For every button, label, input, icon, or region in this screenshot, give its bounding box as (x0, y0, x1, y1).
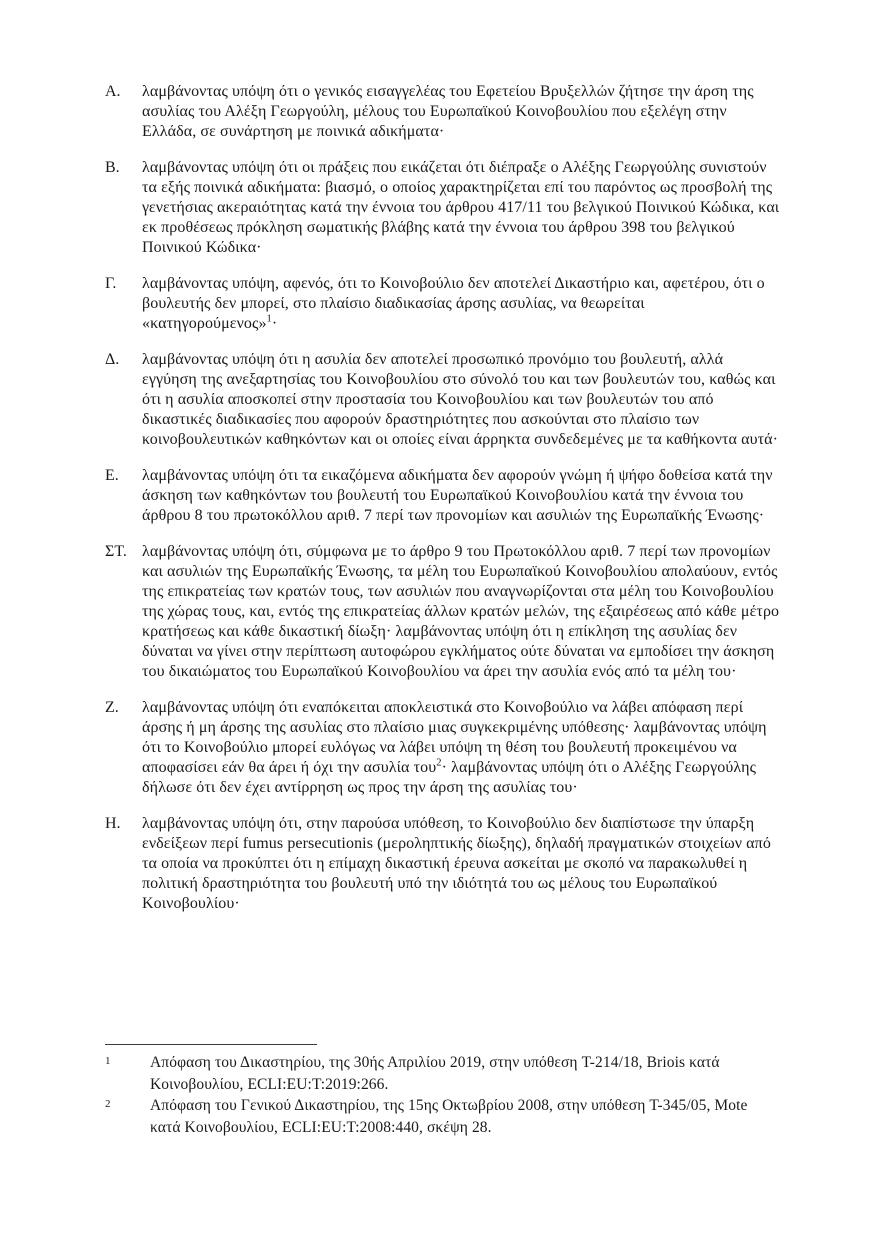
recital-text: λαμβάνοντας υπόψη ότι, σύμφωνα με το άρθρο 9 του Πρωτοκόλλου αριθ. 7 περί των προνομίων και ασυλιών της Ευρωπαϊκής Ένωσης, τα μέλη του Ευρωπαϊκού Κοινοβουλίου απολαύουν, εντός της επικρατείας των κρατών τους, των ασυλιών που αναγνωρίζονται στα μέλη του Κοινοβουλίου της χώρας τους, και, εντός της επικρατείας άλλων κρατών μελών, της εξαιρέσεως από κάθε μέτρο κρατήσεως και κάθε δικαστική δίωξη· λαμβάνοντας υπόψη ότι η επίκληση της ασυλίας δεν δύναται να γίνει στην περίπτωση αυτοφώρου εγκλήματος ούτε δύναται να εμποδίσει την άσκηση του δικαιώματος του Ευρωπαϊκού Κοινοβουλίου να άρει την ασυλία ενός από τα μέλη του· (142, 543, 780, 680)
recital-label: Γ. (105, 275, 117, 292)
recital-label: Η. (105, 815, 121, 832)
recital-label: Δ. (105, 351, 120, 368)
footnote-list (105, 1052, 781, 1138)
recital-item (105, 698, 781, 798)
recital-text: λαμβάνοντας υπόψη ότι εναπόκειται αποκλειστικά στο Κοινοβούλιο να λάβει απόφαση περί άρσης ή μη άρσης της ασυλίας στο πλαίσιο μιας συγκεκριμένης υπόθεσης· λαμβάνοντας υπόψη ότι το Κοινοβούλιο μπορεί ευλόγως να λάβει υπόψη τη θέση του βουλευτή προκειμένου να αποφασίσει εάν θα άρει ή όχι την ασυλία του$^2$· λαμβάνοντας υπόψη ότι ο Αλέξης Γεωργούλης δήλωσε ότι δεν έχει αντίρρηση ως προς την άρση της ασυλίας του· (142, 699, 767, 796)
footnote-text: Απόφαση του Δικαστηρίου, της 30ής Απριλίου 2019, στην υπόθεση T-214/18, Briois κατά Κοινοβουλίου, ECLI:EU:T:2019:266. (150, 1054, 720, 1093)
footnote-reference: 1 (266, 313, 272, 325)
recital-label: Β. (105, 159, 120, 176)
footnote-reference: 2 (436, 757, 442, 769)
recital-label: Ζ. (105, 699, 119, 716)
recital-label: Ε. (105, 467, 119, 484)
footnotes-section (105, 1044, 781, 1138)
recital-text: λαμβάνοντας υπόψη ότι ο γενικός εισαγγελέας του Εφετείου Βρυξελλών ζήτησε την άρση της ασυλίας του Αλέξη Γεωργούλη, μέλους του Ευρωπαϊκού Κοινοβουλίου που εξελέγη στην Ελλάδα, σε συνάρτηση με ποινικά αδικήματα· (142, 83, 754, 140)
footnote-separator (105, 1044, 317, 1045)
footnote-number: 1 (105, 1055, 111, 1067)
recital-text: λαμβάνοντας υπόψη ότι τα εικαζόμενα αδικήματα δεν αφορούν γνώμη ή ψήφο δοθείσα κατά την άσκηση των καθηκόντων του βουλευτή του Ευρωπαϊκού Κοινοβουλίου κατά την έννοια του άρθρου 8 του πρωτοκόλλου αριθ. 7 περί των προνομίων και ασυλιών της Ευρωπαϊκής Ένωσης· (142, 467, 773, 524)
recital-text: λαμβάνοντας υπόψη ότι, στην παρούσα υπόθεση, το Κοινοβούλιο δεν διαπίστωσε την ύπαρξη ενδείξεων περί fumus persecutionis (μεροληπτικής δίωξης), δηλαδή πραγματικών στοιχείων από τα οποία να προκύπτει ότι η επίμαχη δικαστική έρευνα ασκείται με σκοπό να παρακωλυθεί η πολιτική δραστηριότητα του βουλευτή υπό την ιδιότητά του ως μέλους του Ευρωπαϊκού Κοινοβουλίου· (142, 815, 771, 912)
recital-item (105, 82, 781, 142)
recital-item (105, 274, 781, 334)
footnote-item (105, 1052, 781, 1095)
recital-text: λαμβάνοντας υπόψη, αφενός, ότι το Κοινοβούλιο δεν αποτελεί Δικαστήριο και, αφετέρου, ότι ο βουλευτής δεν μπορεί, στο πλαίσιο διαδικασίας άρσης ασυλίας, να θεωρείται «κατηγορούμενος»$^1$· (142, 275, 765, 332)
recital-item (105, 350, 781, 450)
recital-item (105, 158, 781, 258)
recital-item (105, 814, 781, 914)
recital-text: λαμβάνοντας υπόψη ότι η ασυλία δεν αποτελεί προσωπικό προνόμιο του βουλευτή, αλλά εγγύηση της ανεξαρτησίας του Κοινοβουλίου στο σύνολό του και των βουλευτών του, καθώς και ότι η ασυλία αποσκοπεί στην προστασία του Κοινοβουλίου και των βουλευτών του από δικαστικές διαδικασίες που αφορούν δραστηριότητες που ασκούνται στο πλαίσιο των κοινοβουλευτικών καθηκόντων και οι οποίες είναι άρρηκτα συνδεδεμένες με τα καθήκοντα αυτά· (142, 351, 779, 448)
recitals-list (105, 82, 781, 930)
recital-text: λαμβάνοντας υπόψη ότι οι πράξεις που εικάζεται ότι διέπραξε ο Αλέξης Γεωργούλης συνιστούν τα εξής ποινικά αδικήματα: βιασμό, ο οποίος χαρακτηρίζεται επί του παρόντος ως προσβολή της γενετήσιας ακεραιότητας κατά την έννοια του άρθρου 417/11 του βελγικού Ποινικού Κώδικα, και εκ προθέσεως πρόκληση σωματικής βλάβης κατά την έννοια του άρθρου 398 του βελγικού Ποινικού Κώδικα· (142, 159, 780, 256)
recital-label: ΣΤ. (105, 543, 127, 560)
footnote-text: Απόφαση του Γενικού Δικαστηρίου, της 15ης Οκτωβρίου 2008, στην υπόθεση T-345/05, Mote κατά Κοινοβουλίου, ECLI:EU:T:2008:440, σκέψη 28. (150, 1097, 748, 1136)
recital-item (105, 542, 781, 682)
footnote-item (105, 1095, 781, 1138)
recital-label: Α. (105, 83, 121, 100)
recital-item (105, 466, 781, 526)
footnote-number: 2 (105, 1098, 111, 1110)
